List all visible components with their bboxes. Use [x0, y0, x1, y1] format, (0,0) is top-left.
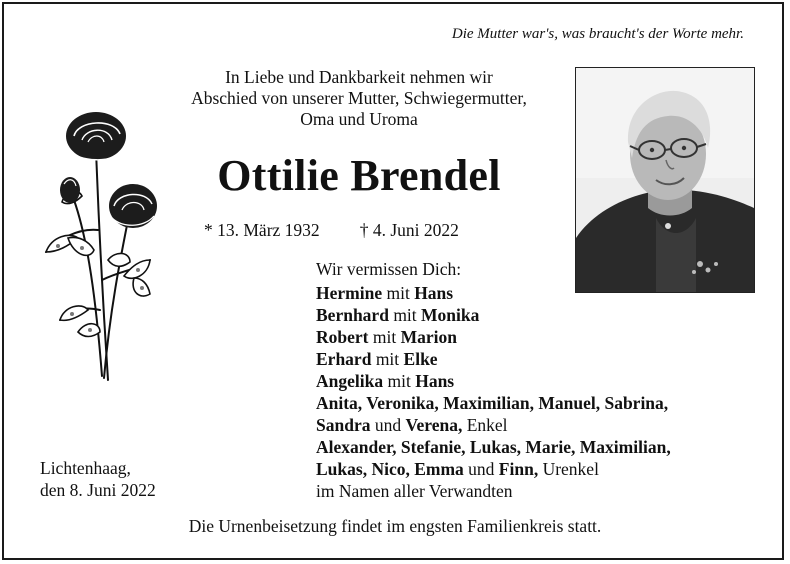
deceased-name: Ottilie Brendel — [217, 151, 501, 200]
family-name: Bernhard — [316, 305, 389, 325]
family-connector: mit — [375, 349, 400, 369]
family-partner: Marion — [400, 327, 457, 347]
life-dates — [204, 220, 459, 241]
family-row — [316, 370, 671, 392]
great-grandchildren-last: Finn, — [498, 459, 539, 479]
intro-line: In Liebe und Dankbarkeit nehmen wir — [225, 67, 493, 87]
family-row — [316, 348, 671, 370]
family-connector: mit — [387, 371, 411, 391]
place-date — [40, 457, 156, 501]
portrait-photo — [575, 67, 755, 293]
motto-quote: Die Mutter war's, was braucht's der Worte mehr. — [451, 26, 744, 42]
death-date: † 4. Juni 2022 — [359, 220, 459, 240]
great-grandchildren-names: Alexander, Stefanie, Lukas, Marie, Maximilian, — [316, 437, 671, 457]
connector-und: und — [468, 459, 495, 479]
great-grandchildren-line — [316, 436, 671, 458]
obituary-card — [2, 2, 784, 560]
family-row — [316, 282, 671, 304]
great-grandchildren-names: Lukas, Nico, Emma — [316, 459, 464, 479]
family-connector: mit — [386, 283, 410, 303]
burial-notice: Die Urnenbeisetzung findet im engsten Familienkreis statt. — [188, 516, 602, 536]
family-connector: mit — [372, 327, 397, 347]
place: Lichtenhaag, — [40, 458, 131, 478]
grandchildren-names: Sandra — [316, 415, 371, 435]
grandchildren-last: Verena, — [405, 415, 463, 435]
relatives-line: im Namen aller Verwandten — [316, 481, 513, 501]
family-list — [316, 282, 671, 502]
birth-date: * 13. März 1932 — [204, 220, 320, 240]
family-name: Hermine — [316, 283, 383, 303]
grandchildren-line — [316, 392, 671, 414]
family-name: Robert — [316, 327, 369, 347]
family-partner: Monika — [421, 305, 480, 325]
family-partner: Hans — [414, 283, 454, 303]
family-partner: Hans — [415, 371, 455, 391]
family-name: Erhard — [316, 349, 372, 369]
miss-heading: Wir vermissen Dich: — [316, 259, 462, 279]
grandchildren-names: Anita, Veronika, Maximilian, Manuel, Sabrina, — [316, 393, 669, 413]
family-row — [316, 304, 671, 326]
great-grandchildren-line — [316, 458, 671, 480]
family-name: Angelika — [316, 371, 384, 391]
grandchildren-label: Enkel — [466, 415, 508, 435]
family-connector: mit — [393, 305, 417, 325]
intro-line: Abschied von unserer Mutter, Schwiegermutter, — [191, 88, 527, 108]
portrait-icon — [576, 68, 754, 292]
intro-text — [154, 67, 564, 130]
date: den 8. Juni 2022 — [40, 480, 156, 500]
family-partner: Elke — [403, 349, 438, 369]
grandchildren-line — [316, 414, 671, 436]
connector-und: und — [374, 415, 402, 435]
family-row — [316, 326, 671, 348]
great-grandchildren-label: Urenkel — [542, 459, 599, 479]
rose-icon — [38, 110, 168, 390]
intro-line: Oma und Uroma — [300, 109, 418, 129]
